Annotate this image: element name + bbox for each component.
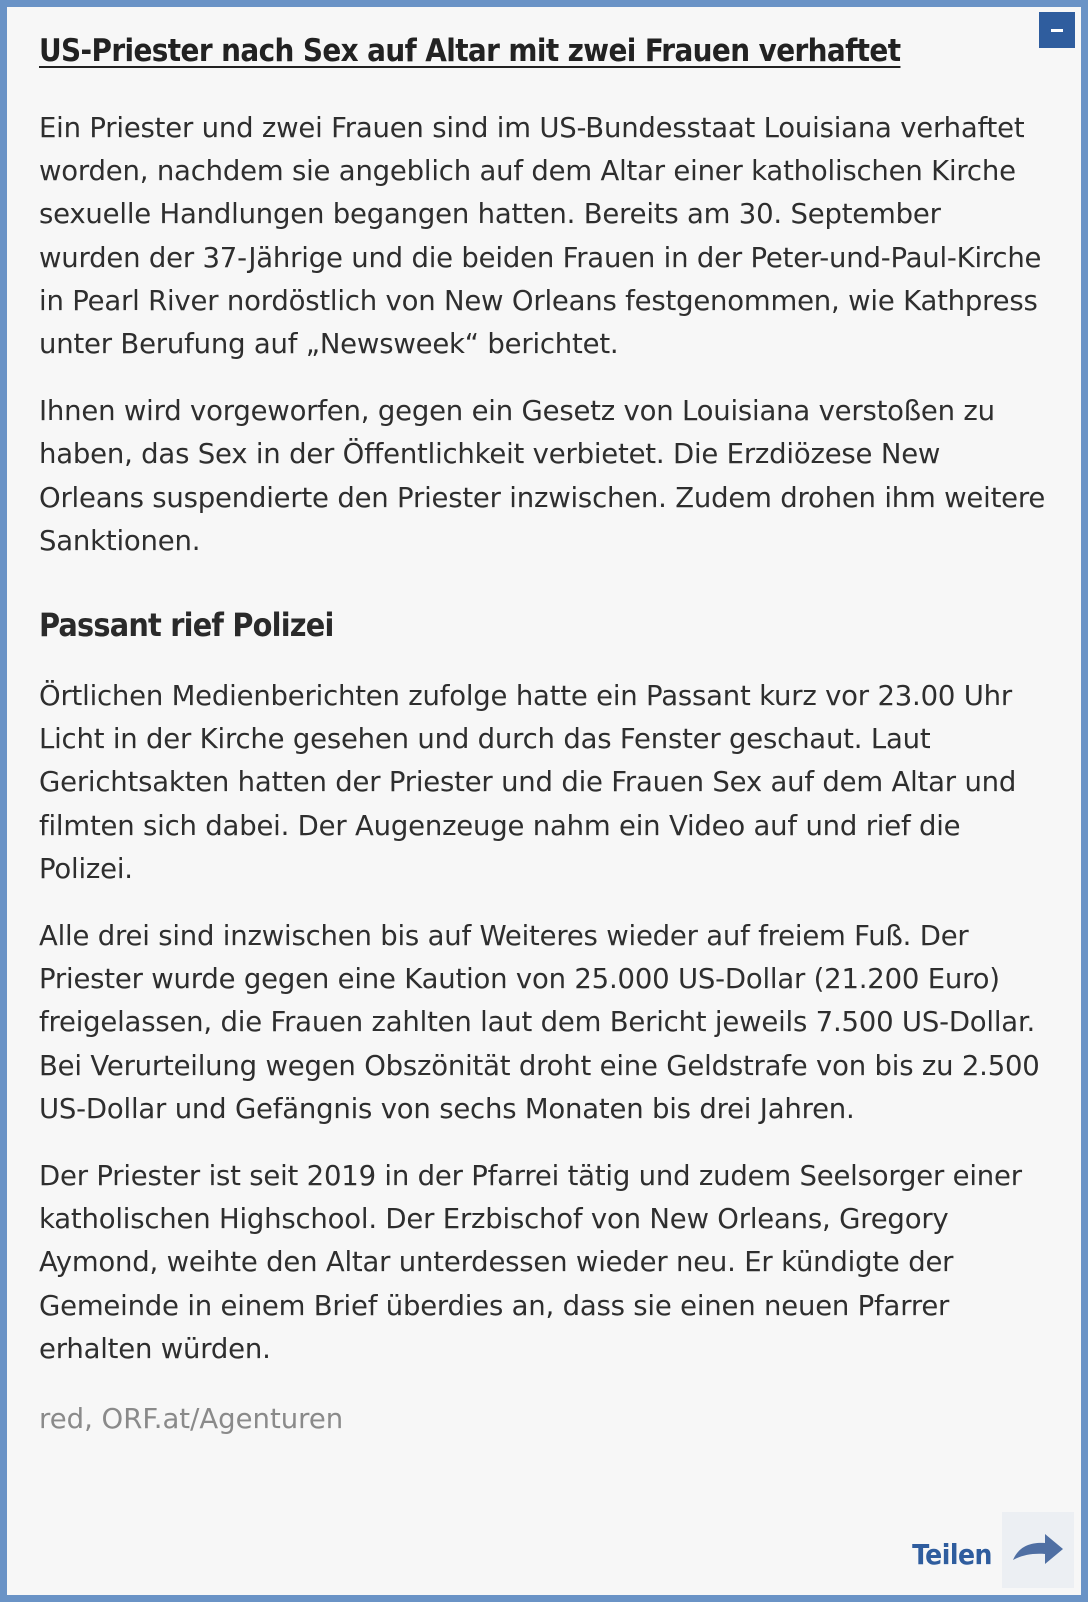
share-arrow-icon[interactable] — [1002, 1512, 1074, 1588]
minus-icon — [1051, 29, 1063, 32]
paragraph: Ihnen wird vorgeworfen, gegen ein Gesetz von Louisiana verstoßen zu haben, das Sex in der Öffentlichkeit verbietet. Die Erzdiözese New Orleans suspendierte den Priester inzwischen. Zudem drohen ihm weitere Sanktionen. — [39, 395, 1046, 557]
source-credit: red, ORF.at/Agenturen — [39, 1403, 344, 1436]
paragraph: Alle drei sind inzwischen bis auf Weiteres wieder auf freiem Fuß. Der Priester wurde gegen eine Kaution von 25.000 US-Dollar (21.200 Euro) freigelassen, die Frauen zahlten laut dem Bericht jeweils 7.500 US-Dollar. Bei Verurteilung wegen Obszönität droht eine Geldstrafe von bis zu 2.500 US-Dollar und Gefängnis von sechs Monaten bis drei Jahren. — [39, 920, 1040, 1125]
paragraph: Der Priester ist seit 2019 in der Pfarrei tätig und zudem Seelsorger einer katholischen Highschool. Der Erzbischof von New Orleans, Gregory Aymond, weihte den Altar unterdessen wieder neu. Er kündigte der Gemeinde in einem Brief überdies an, dass sie einen neuen Pfarrer erhalten würden. — [39, 1160, 1022, 1365]
subheading: Passant rief Polizei — [39, 606, 334, 645]
story-title[interactable]: US-Priester nach Sex auf Altar mit zwei Frauen verhaftet — [39, 33, 901, 69]
story-content — [39, 29, 1049, 1439]
paragraph: Örtlichen Medienberichten zufolge hatte ein Passant kurz vor 23.00 Uhr Licht in der Kirche gesehen und durch das Fenster geschaut. Laut Gerichtsakten hatten der Priester und die Frauen Sex auf dem Altar und filmten sich dabei. Der Augenzeuge nahm ein Video auf und rief die Polizei. — [39, 680, 1017, 885]
share-label[interactable]: Teilen — [912, 1537, 992, 1571]
paragraph: Ein Priester und zwei Frauen sind im US-Bundesstaat Louisiana verhaftet worden, nachdem sie angeblich auf dem Altar einer katholischen Kirche sexuelle Handlungen begangen hatten. Bereits am 30. September wurden der 37-Jährige und die beiden Frauen in der Peter-und-Paul-Kirche in Pearl River nordöstlich von New Orleans festgenommen, wie Kathpress unter Berufung auf „Newsweek“ berichtet. — [39, 112, 1042, 361]
share-button[interactable] — [894, 1512, 1074, 1588]
